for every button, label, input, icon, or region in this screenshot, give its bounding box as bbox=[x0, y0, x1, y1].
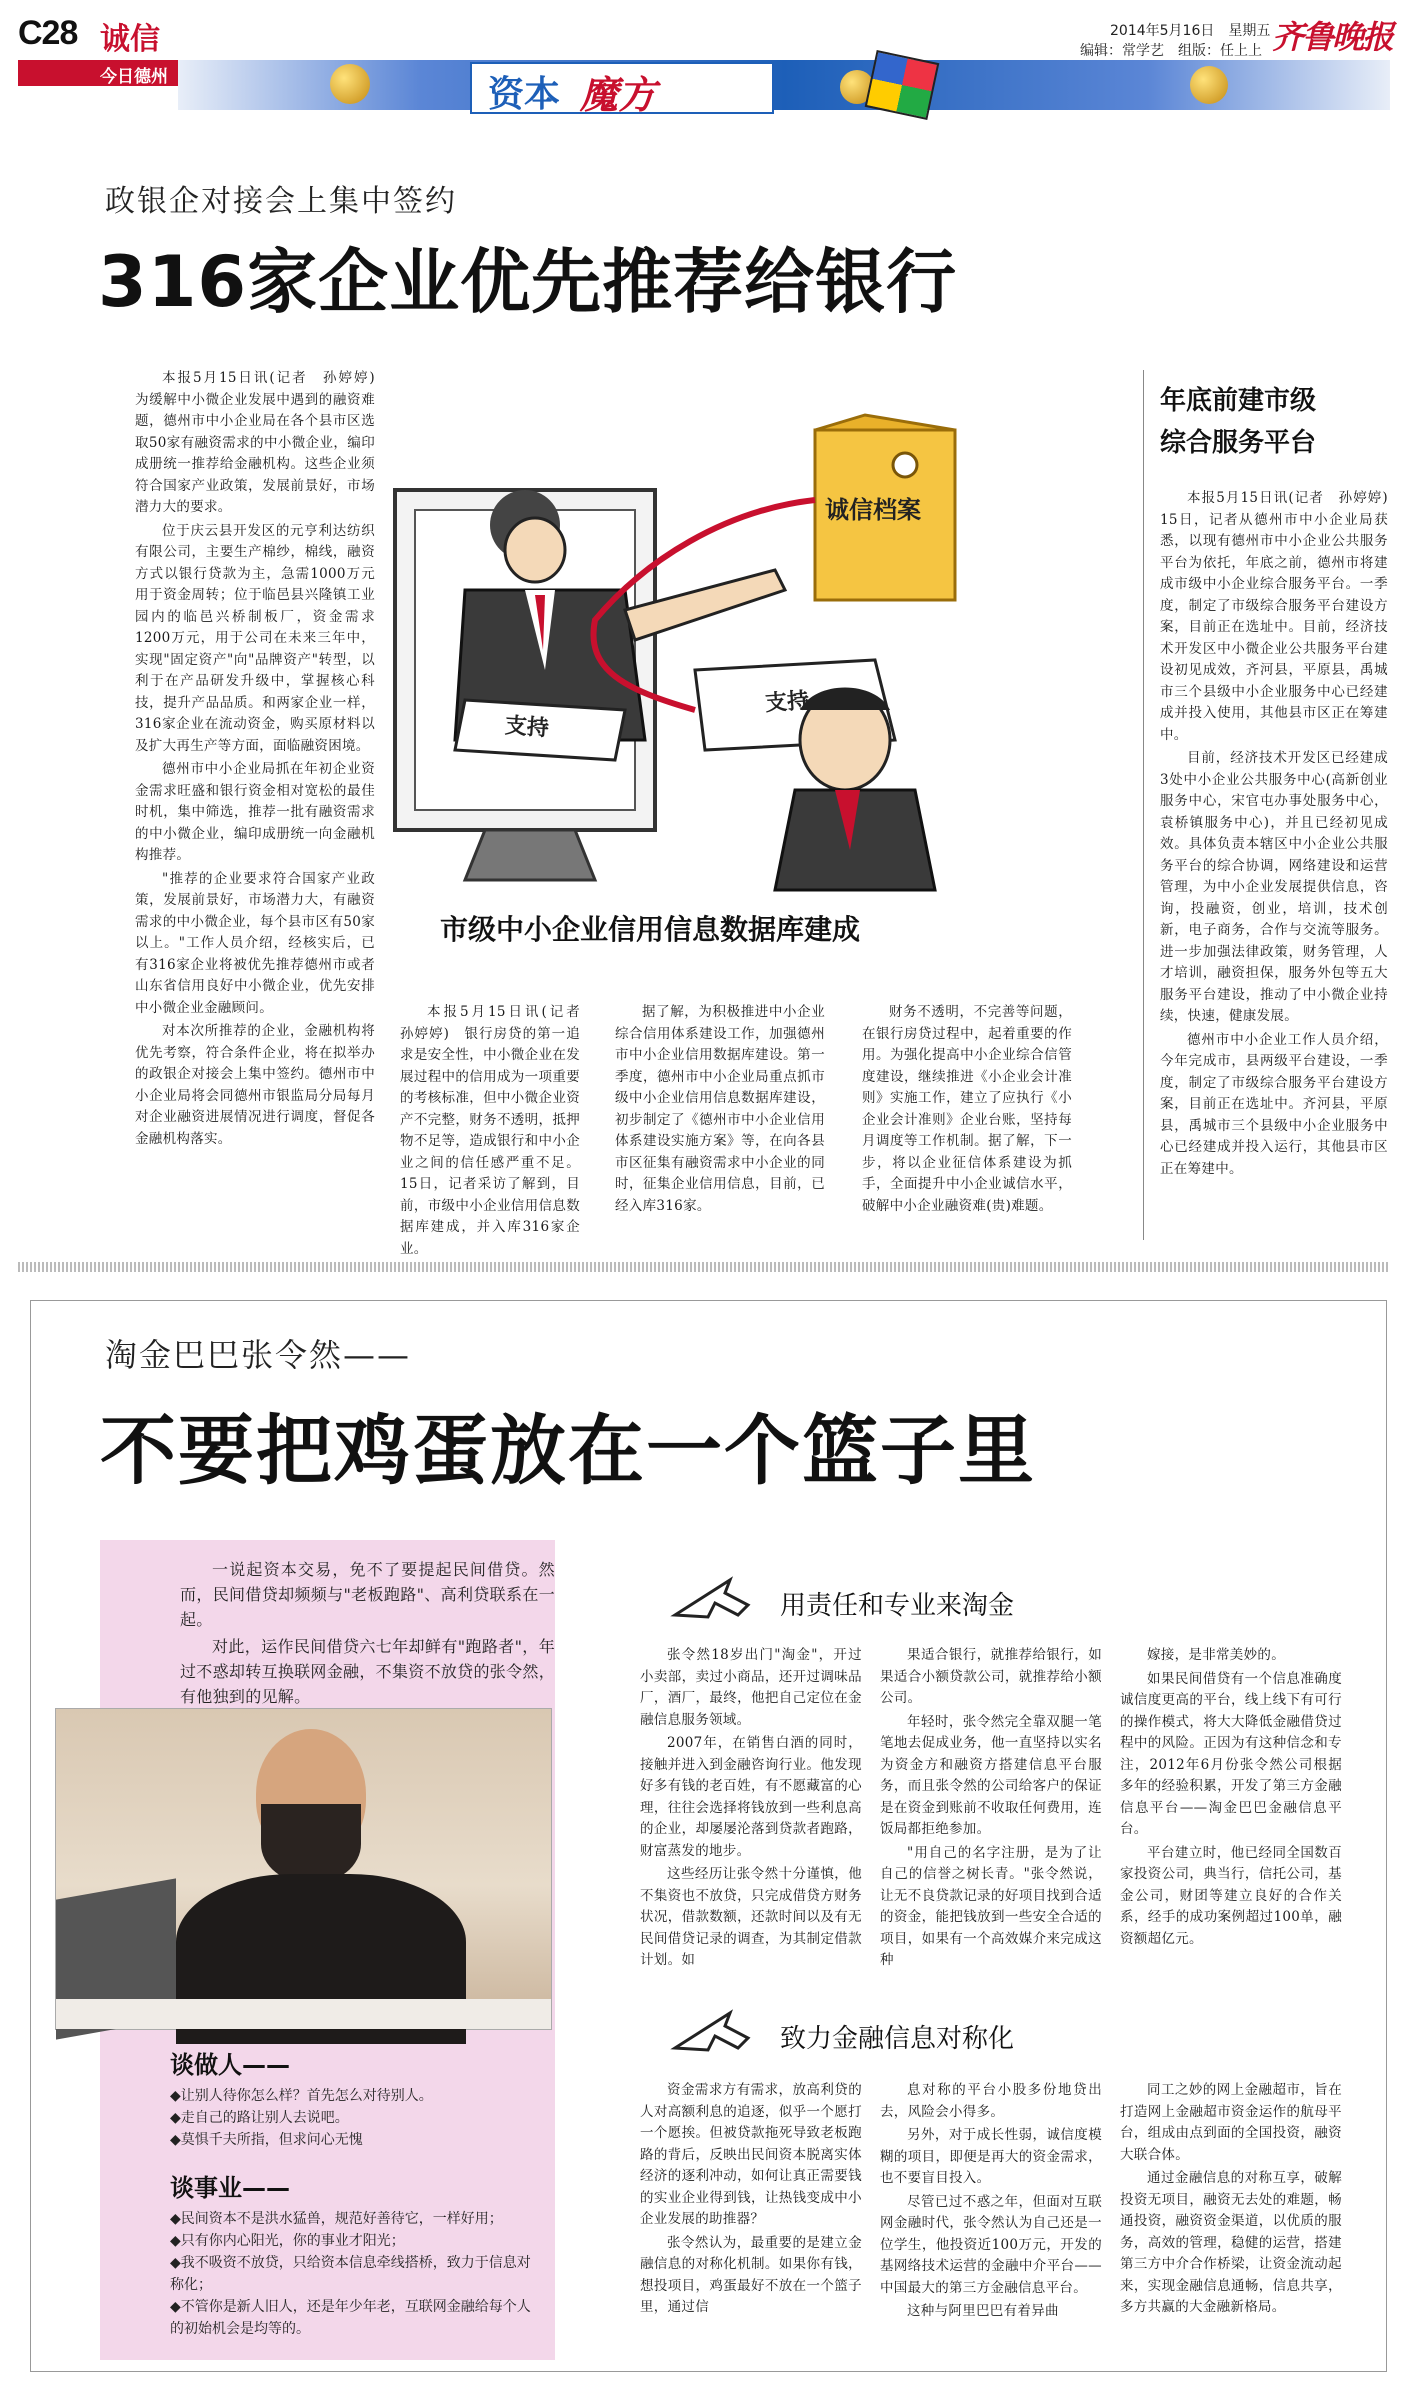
paragraph: 这种与阿里巴巴有着异曲 bbox=[907, 2303, 1059, 2319]
paragraph: 尽管已过不惑之年，但面对互联网金融时代，张令然认为自己还是一位学生，他投资近100万元，开发的基网络技术运营的金融中介平台——中国最大的第三方金融信息平台。 bbox=[880, 2193, 1102, 2296]
paragraph: 一说起资本交易，免不了要提起民间借贷。然而，民间借贷却频频与"老板跑路"、高利贷联系在一起。 bbox=[180, 1560, 555, 1629]
sidebar-heading-line: 年底前建市级 bbox=[1160, 386, 1317, 416]
tanren-heading: 谈做人—— bbox=[170, 2051, 290, 2079]
editor-line: 编辑：常学艺 组版：任上上 bbox=[1080, 43, 1262, 59]
paragraph: 资金需求方有需求，放高利贷的人对高额利息的追逐，似乎一个愿打一个愿挨。但被贷款拖死导致老板跑路的背后，反映出民间资本脱离实体经济的逐利冲动，如何让真正需要钱的实业企业得到钱，让热钱变成中小企业发展的助推器？ bbox=[640, 2082, 862, 2227]
tanshiye-heading: 谈事业—— bbox=[170, 2174, 290, 2202]
paragraph: 张令然认为，最重要的是建立金融信息的对称化机制。如果你有钱，想投项目，鸡蛋最好不放在一个篮子里，通过信 bbox=[640, 2234, 862, 2315]
list-item: ◆让别人待你怎么样？首先怎么对待别人。 bbox=[170, 2088, 433, 2104]
coin-icon bbox=[330, 64, 370, 104]
list-item: ◆我不吸资不放贷，只给资本信息牵线搭桥，致力于信息对称化； bbox=[170, 2255, 531, 2293]
paragraph: "推荐的企业要求符合国家产业政策，发展前景好，市场潜力大，有融资需求的中小微企业，每个县市区有50家以上。"工作人员介绍，经核实后，已有316家企业将被优先推荐德州市或者山东省信用良好中小微企业，优先安排中小微企业金融顾问。 bbox=[135, 870, 375, 1016]
banner-title-b: 魔方 bbox=[580, 72, 657, 117]
paragraph: 果适合银行，就推荐给银行，如果适合小额贷款公司，就推荐给小额公司。 bbox=[880, 1647, 1102, 1706]
paragraph: 德州市中小企业工作人员介绍，今年完成市，县两级平台建设，一季度，制定了市级综合服务平台建设方案，目前正在选址中。齐河县，平原县，禹城市三个县级中小企业服务中心已经建成并投入运行，其他县市区正在筹建中。 bbox=[1160, 1031, 1388, 1177]
paragraph: 位于庆云县开发区的元亨利达纺织有限公司，主要生产棉纱，棉线，融资方式以银行贷款为主，急需1000万元用于资金周转；位于临邑县兴隆镇工业园内的临邑兴桥制板厂，资金需求1200万元，用于公司在未来三年中，实现"固定资产"向"品牌资产"转型，以利于在产品研发升级中，掌握核心科技，提升产品品质。和两家企业一样，316家企业在流动资金，购买原材料以及扩大再生产等方面，面临融资困境。 bbox=[135, 522, 375, 754]
paragraph: 本报5月15日讯(记者 孙婷婷) 15日，记者从德州市中小企业局获悉，以现有德州市中小企业公共服务平台为依托，年底之前，德州市将建成市级中小企业综合服务平台。一季度，制定了市级综合服务平台建设方案，目前正在选址中。目前，经济技术开发区中小微企业公共服务平台建设初见成效，齐河县，平原县，禹城市三个县级中小企业服务中心已经建成并投入使用，其他县市区正在筹建中。 bbox=[1160, 490, 1402, 743]
cursor-arrow-icon bbox=[670, 2008, 750, 2058]
s1-column3 bbox=[1120, 1645, 1342, 2025]
paragraph: 张令然18岁出门"淘金"，开过小卖部，卖过小商品，还开过调味品厂，酒厂，最终，他把自己定位在金融信息服务领域。 bbox=[640, 1647, 862, 1728]
cartoon-svg bbox=[395, 410, 975, 890]
portrait-photo bbox=[55, 1708, 552, 2030]
photo-desk bbox=[56, 1999, 551, 2029]
article-separator bbox=[18, 1262, 1390, 1272]
list-item: ◆走自己的路让别人去说吧。 bbox=[170, 2110, 349, 2126]
tanshiye-list bbox=[170, 2208, 540, 2340]
paragraph: 本报5月15日讯(记者 孙婷婷) 为缓解中小微企业发展中遇到的融资难题，德州市中小企业局在各个县市区选取50家有融资需求的中小微企业，编印成册统一推荐给金融机构。这些企业须符合国家产业政策，发展前景好，市场潜力大的要求。 bbox=[135, 370, 389, 515]
cursor-arrow-icon bbox=[670, 1575, 750, 1625]
section2-heading: 致力金融信息对称化 bbox=[780, 2024, 1015, 2054]
paragraph: 本报5月15日讯(记者 孙婷婷) 银行房贷的第一追求是安全性，中小微企业在发展过程中的信用成为一项重要的考核标准，但中小微企业资产不完整，财务不透明，抵押物不足等，造成银行和中小企业之间的信任感严重不足。15日，记者采访了解到，目前，市级中小企业信用信息数据库建成，并入库316家企业。 bbox=[400, 1004, 594, 1257]
article1-headline: 316家企业优先推荐给银行 bbox=[98, 241, 958, 323]
document-label-left: 支持 bbox=[504, 713, 550, 742]
list-item: ◆民间资本不是洪水猛兽，规范好善待它，一样好用； bbox=[170, 2211, 503, 2227]
tanren-list bbox=[170, 2085, 540, 2151]
center-column1 bbox=[400, 1002, 594, 1257]
s2-column1 bbox=[640, 2080, 862, 2370]
paragraph: 平台建立时，他已经同全国数百家投资公司，典当行，信托公司，基金公司，财团等建立良好的合作关系，经手的成功案例超过100单，融资额超亿元。 bbox=[1120, 1844, 1342, 1947]
s1-column2 bbox=[880, 1645, 1102, 2025]
banner-title-a: 资本 bbox=[488, 74, 561, 115]
paragraph: 对此，运作民间借贷六七年却鲜有"跑路者"，年过不惑却转互换联网金融，不集资不放贷的张令然，有他独到的见解。 bbox=[180, 1637, 555, 1706]
article2-headline: 不要把鸡蛋放在一个篮子里 bbox=[100, 1406, 1036, 1495]
s2-column2 bbox=[880, 2080, 1102, 2370]
paragraph: 德州市中小企业局抓在年初企业资金需求旺盛和银行资金相对宽松的最佳时机，集中筛选，推荐一批有融资需求的中小微企业，编印成册统一向金融机构推荐。 bbox=[135, 761, 375, 863]
paragraph: 财务不透明，不完善等问题，在银行房贷过程中，起着重要的作用。为强化提高中小企业综合信管度建设，继续推进《小企业会计准则》实施工作，建立了应执行《小企业会计准则》企业台账，坚持每月调度等工作机制。据了解，下一步，将以企业征信体系建设为抓手，全面提升中小企业诚信水平，破解中小企业融资难(贵)难题。 bbox=[862, 1004, 1072, 1214]
center-subhead: 市级中小企业信用信息数据库建成 bbox=[440, 913, 861, 946]
page-code: C28 bbox=[18, 14, 78, 52]
sidebar-divider bbox=[1143, 370, 1144, 1240]
coin-icon bbox=[1190, 66, 1228, 104]
photo-beard bbox=[261, 1804, 361, 1884]
date-line: 2014年5月16日 星期五 bbox=[1110, 23, 1271, 39]
paragraph: 据了解，为积极推进中小企业综合信用体系建设工作，加强德州市中小企业信用数据库建设。第一季度，德州市中小企业局重点抓市级中小企业信用信息数据库建设，初步制定了《德州市中小企业信用体系建设实施方案》等，在向各县市区征集有融资需求中小企业的同时，征集企业信用信息，目前，已经入库316家。 bbox=[615, 1004, 825, 1214]
paragraph: 通过金融信息的对称互享，破解投资无项目，融资无去处的难题，畅通投资，融资资金渠道，以优质的服务，高效的管理，稳健的运营，搭建第三方中介合作桥梁，让资金流动起来，实现金融信息通畅，信息共享，多方共赢的大金融新格局。 bbox=[1120, 2170, 1342, 2315]
paragraph: "用自己的名字注册，是为了让自己的信誉之树长青。"张令然说，让无不良贷款记录的好项目找到合适的资金，能把钱放到一些安全合适的项目，如果有一个高效媒介来完成这种 bbox=[880, 1844, 1102, 1968]
masthead bbox=[0, 0, 1409, 117]
paragraph: 嫁接，是非常美妙的。 bbox=[1147, 1647, 1285, 1663]
article1-column1 bbox=[135, 368, 389, 1228]
section-name: 诚信 bbox=[100, 22, 160, 57]
folder-label: 诚信档案 bbox=[825, 496, 921, 524]
paragraph: 息对称的平台小股多份地贷出去，风险会小得多。 bbox=[880, 2082, 1102, 2120]
brand-logo: 齐鲁晚报 bbox=[1272, 18, 1393, 56]
subsection-label: 今日德州 bbox=[100, 67, 168, 87]
paragraph: 目前，经济技术开发区已经建成3处中小企业公共服务中心(高新创业服务中心，宋官屯办事处服务中心，袁桥镇服务中心)，并且已经初见成效。具体负责本辖区中小企业公共服务平台的综合协调，网络建设和运营管理，为中小企业发展提供信息，咨询，投融资，创业，培训，技术创新，电子商务，合作与交流等服务。进一步加强法律政策，财务管理，人才培训，融资担保，服务外包等五大服务平台建设，推动了中小微企业持续，快速，健康发展。 bbox=[1160, 750, 1388, 1024]
paragraph: 年轻时，张令然完全靠双腿一笔笔地去促成业务，他一直坚持以实名为资金方和融资方搭建信息平台服务，而且张令然的公司给客户的保证是在资金到账前不收取任何费用，连饭局都拒绝参加。 bbox=[880, 1713, 1102, 1837]
paragraph: 如果民间借贷有一个信息准确度诚信度更高的平台，线上线下有可行的操作模式，将大大降低金融借贷过程中的风险。正因为有这种信念和专注，2012年6月份张令然公司根据多年的经验积累，开发了第三方金融信息平台——淘金巴巴金融信息平台。 bbox=[1120, 1670, 1342, 1837]
center-column3 bbox=[862, 1002, 1072, 1242]
paragraph: 同工之妙的网上金融超市，旨在打造网上金融超市资金运作的航母平台，组成由点到面的全国投资，融资大联合体。 bbox=[1120, 2082, 1342, 2163]
sidebar-heading-line: 综合服务平台 bbox=[1160, 428, 1317, 458]
sidebar-heading bbox=[1160, 380, 1316, 464]
article2-kicker: 淘金巴巴张令然—— bbox=[105, 1336, 412, 1374]
intro-text bbox=[180, 1557, 555, 1711]
center-column2 bbox=[615, 1002, 825, 1242]
section1-heading: 用责任和专业来淘金 bbox=[780, 1591, 1015, 1621]
s2-column3 bbox=[1120, 2080, 1342, 2370]
paragraph: 对本次所推荐的企业，金融机构将优先考察，符合条件企业，将在拟举办的政银企对接会上集中签约。德州市中小企业局将会同德州市银监局分局每月对企业融资进展情况进行调度，督促各金融机构落实。 bbox=[135, 1023, 375, 1147]
cartoon-illustration bbox=[395, 410, 975, 890]
list-item: ◆莫惧千夫所指，但求问心无愧 bbox=[170, 2132, 363, 2148]
list-item: ◆只有你内心阳光，你的事业才阳光； bbox=[170, 2233, 405, 2249]
paragraph: 这些经历让张令然十分谨慎，他不集资也不放贷，只完成借贷方财务状况，借款数额，还款时间以及有无民间借贷记录的调查，为其制定借款计划。如 bbox=[640, 1866, 862, 1968]
document-label-right: 支持 bbox=[764, 688, 810, 717]
paragraph: 另外，对于成长性弱，诚信度模糊的项目，即便是再大的资金需求，也不要盲目投入。 bbox=[880, 2127, 1102, 2186]
article1-kicker: 政银企对接会上集中签约 bbox=[105, 184, 457, 219]
list-item: ◆不管你是新人旧人，还是年少年老，互联网金融给每个人的初始机会是均等的。 bbox=[170, 2299, 531, 2337]
s1-column1 bbox=[640, 1645, 862, 2025]
paragraph: 2007年，在销售白酒的同时，接触并进入到金融咨询行业。他发现好多有钱的老百姓，有不愿藏富的心理，往往会选择将钱放到一些利息高的企业，却屡屡沦落到贷款者跑路，财富蒸发的地步。 bbox=[640, 1735, 862, 1859]
sidebar-body bbox=[1160, 488, 1402, 1240]
